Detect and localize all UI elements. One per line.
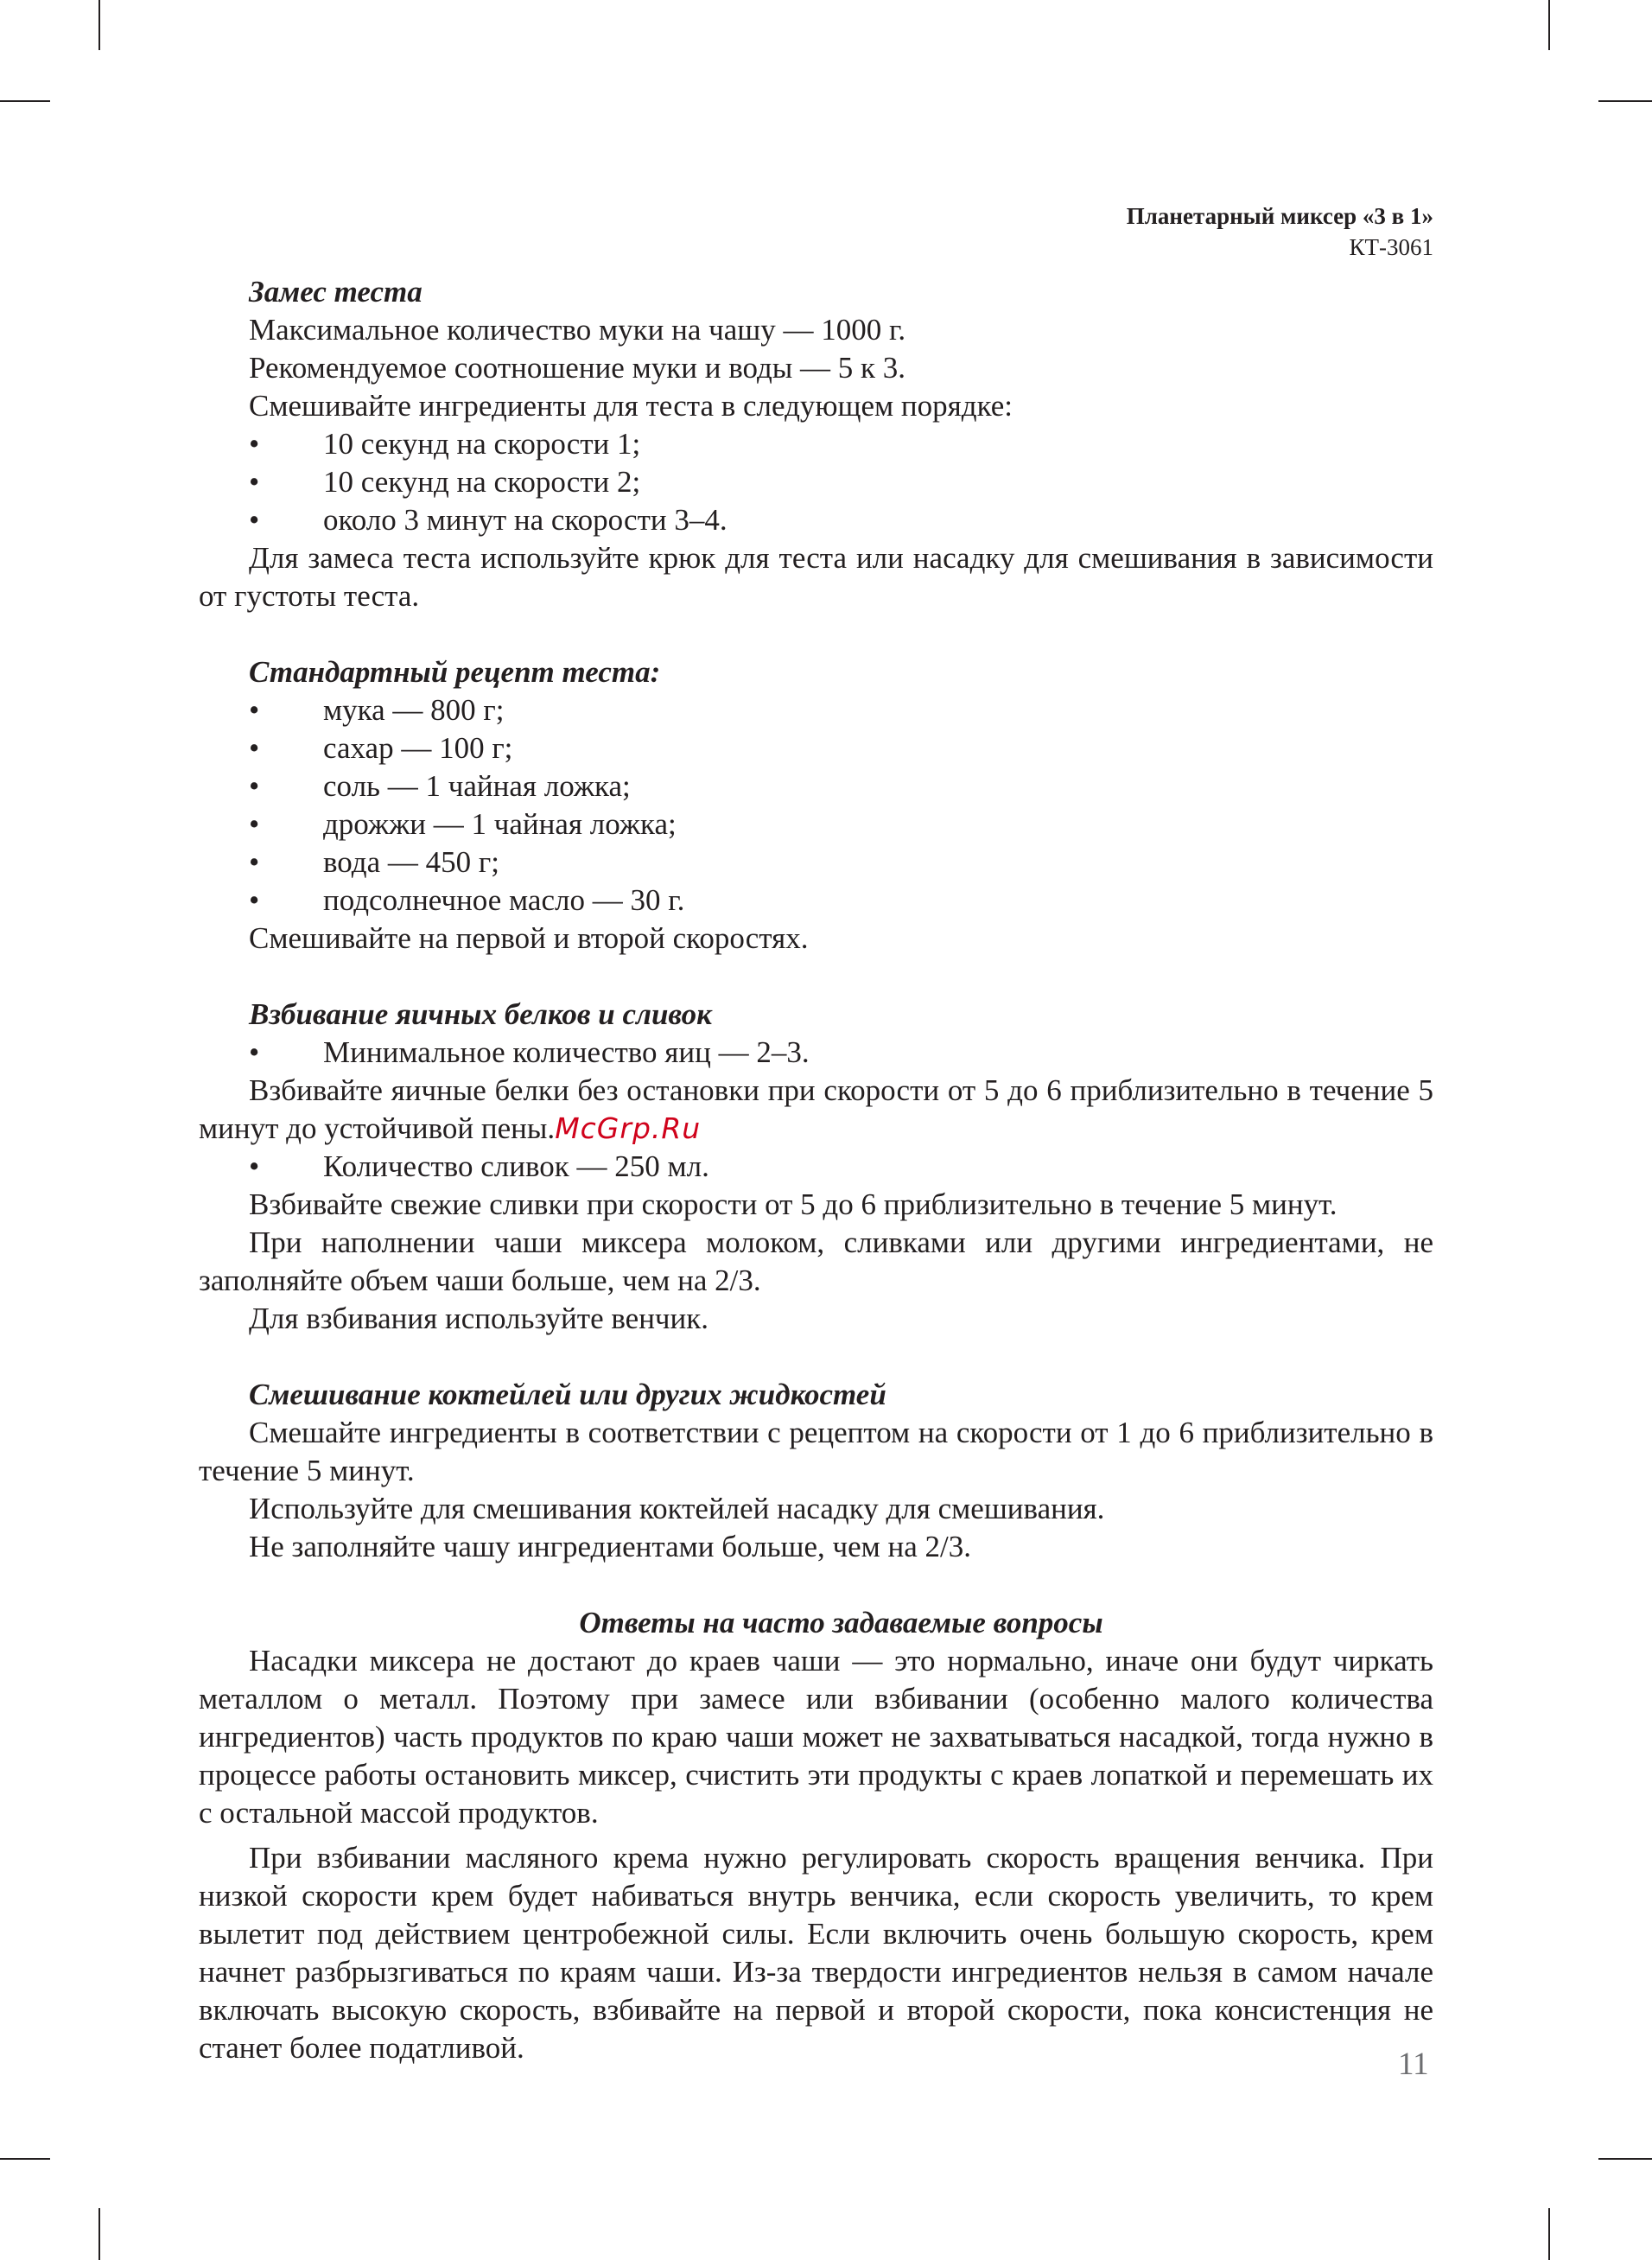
bullet-symbol: • <box>249 503 260 537</box>
list-item-text: соль — 1 чайная ложка; <box>323 769 631 803</box>
crop-mark <box>98 2208 100 2260</box>
watermark-link[interactable]: McGrp.Ru <box>555 1111 702 1145</box>
bullet-symbol: • <box>249 769 260 803</box>
list-item <box>199 425 1433 463</box>
spacer <box>199 1566 1433 1604</box>
paragraph: Смешайте ингредиенты в соответствии с рецептом на скорости от 1 до 6 приблизительно в течение 5 минут. <box>199 1416 1433 1487</box>
spacer <box>199 958 1433 996</box>
list-item-text: мука — 800 г; <box>323 693 505 727</box>
paragraph: Смешивайте на первой и второй скоростях. <box>249 921 809 955</box>
paragraph: Для замеса теста используйте крюк для теста или насадку для смешивания в зависимости от густоты теста. <box>199 541 1433 613</box>
section-heading-kneading: Замес теста <box>249 275 423 309</box>
header-title: Планетарный миксер «3 в 1» <box>1126 203 1433 229</box>
paragraph: Для взбивания используйте венчик. <box>249 1302 709 1335</box>
list-item-text: Минимальное количество яиц — 2–3. <box>323 1035 810 1069</box>
bullet-symbol: • <box>249 693 260 727</box>
bullet-symbol: • <box>249 731 260 765</box>
paragraph: При наполнении чаши миксера молоком, сливками или другими ингредиентами, не заполняйте объем чаши больше, чем на 2/3. <box>199 1225 1433 1297</box>
bullet-symbol: • <box>249 845 260 879</box>
bullet-symbol: • <box>249 883 260 917</box>
list-item <box>199 767 1433 805</box>
list-item-text: около 3 минут на скорости 3–4. <box>323 503 728 537</box>
list-item <box>199 463 1433 501</box>
section-heading-faq: Ответы на часто задаваемые вопросы <box>579 1606 1103 1639</box>
list-item-text: вода — 450 г; <box>323 845 499 879</box>
list-item-text: подсолнечное масло — 30 г. <box>323 883 685 917</box>
section-heading-whipping: Взбивание яичных белков и сливок <box>249 997 712 1031</box>
crop-mark <box>98 0 100 50</box>
list-item-text: сахар — 100 г; <box>323 731 513 765</box>
list-item <box>199 805 1433 844</box>
list-item <box>199 882 1433 920</box>
crop-mark <box>1598 100 1652 102</box>
paragraph: Максимальное количество муки на чашу — 1000 г. <box>249 313 906 347</box>
list-item <box>199 844 1433 882</box>
spacer <box>199 1832 1433 1839</box>
paragraph: При взбивании масляного крема нужно регулировать скорость вращения венчика. При низкой скорости крем будет набиваться внутрь венчика, если скорость увеличить, то крем вылетит под действием центробежной силы. Если включить очень большую скорость, крем начнет разбрызгиваться по краям чаши. Из-за твердости ингредиентов нельзя в самом начале включать высокую скорость, взбивайте на первой и второй скорости, пока консистенция не станет более податливой. <box>199 1841 1433 2065</box>
list-item <box>199 729 1433 767</box>
bullet-symbol: • <box>249 465 260 499</box>
spacer <box>199 615 1433 653</box>
list-item <box>199 1034 1433 1072</box>
list-item <box>199 691 1433 729</box>
list-item-text: 10 секунд на скорости 2; <box>323 465 641 499</box>
running-header <box>1127 201 1433 263</box>
list-item-text: Количество сливок — 250 мл. <box>323 1149 709 1183</box>
bullet-symbol: • <box>249 1035 260 1069</box>
crop-mark <box>0 100 50 102</box>
paragraph: Рекомендуемое соотношение муки и воды — 5 к 3. <box>249 351 906 385</box>
paragraph: Не заполняйте чашу ингредиентами больше, чем на 2/3. <box>249 1530 972 1563</box>
bullet-symbol: • <box>249 807 260 841</box>
paragraph: Смешивайте ингредиенты для теста в следующем порядке: <box>249 389 1013 423</box>
header-model: КТ-3061 <box>1349 234 1433 260</box>
spacer <box>199 1338 1433 1376</box>
list-item-text: дрожжи — 1 чайная ложка; <box>323 807 677 841</box>
paragraph: Взбивайте свежие сливки при скорости от 5 до 6 приблизительно в течение 5 минут. <box>249 1187 1337 1221</box>
paragraph-text: Взбивайте яичные белки без остановки при скорости от 5 до 6 приблизительно в течение 5 минут до устойчивой пены. <box>199 1073 1433 1145</box>
crop-mark <box>1548 0 1550 50</box>
section-heading-cocktails: Смешивание коктейлей или других жидкостей <box>249 1378 886 1411</box>
list-item <box>199 501 1433 539</box>
crop-mark <box>1548 2208 1550 2260</box>
paragraph: Используйте для смешивания коктейлей насадку для смешивания. <box>249 1492 1105 1525</box>
bullet-symbol: • <box>249 1149 260 1183</box>
crop-mark <box>0 2158 50 2160</box>
page-content <box>199 273 1433 2067</box>
list-item <box>199 1148 1433 1186</box>
page-number: 11 <box>1398 2047 1429 2082</box>
crop-mark <box>1598 2158 1652 2160</box>
paragraph <box>199 1072 1433 1148</box>
section-heading-recipe: Стандартный рецепт теста: <box>249 655 661 689</box>
bullet-symbol: • <box>249 427 260 461</box>
list-item-text: 10 секунд на скорости 1; <box>323 427 641 461</box>
paragraph: Насадки миксера не достают до краев чаши — это нормально, иначе они будут чиркать металлом о металл. Поэтому при замесе или взбивании (особенно малого количества ингредиентов) часть продуктов по краю чаши может не захватываться насадкой, тогда нужно в процессе работы остановить миксер, счистить эти продукты с краев лопаткой и перемешать их с остальной массой продуктов. <box>199 1644 1433 1830</box>
